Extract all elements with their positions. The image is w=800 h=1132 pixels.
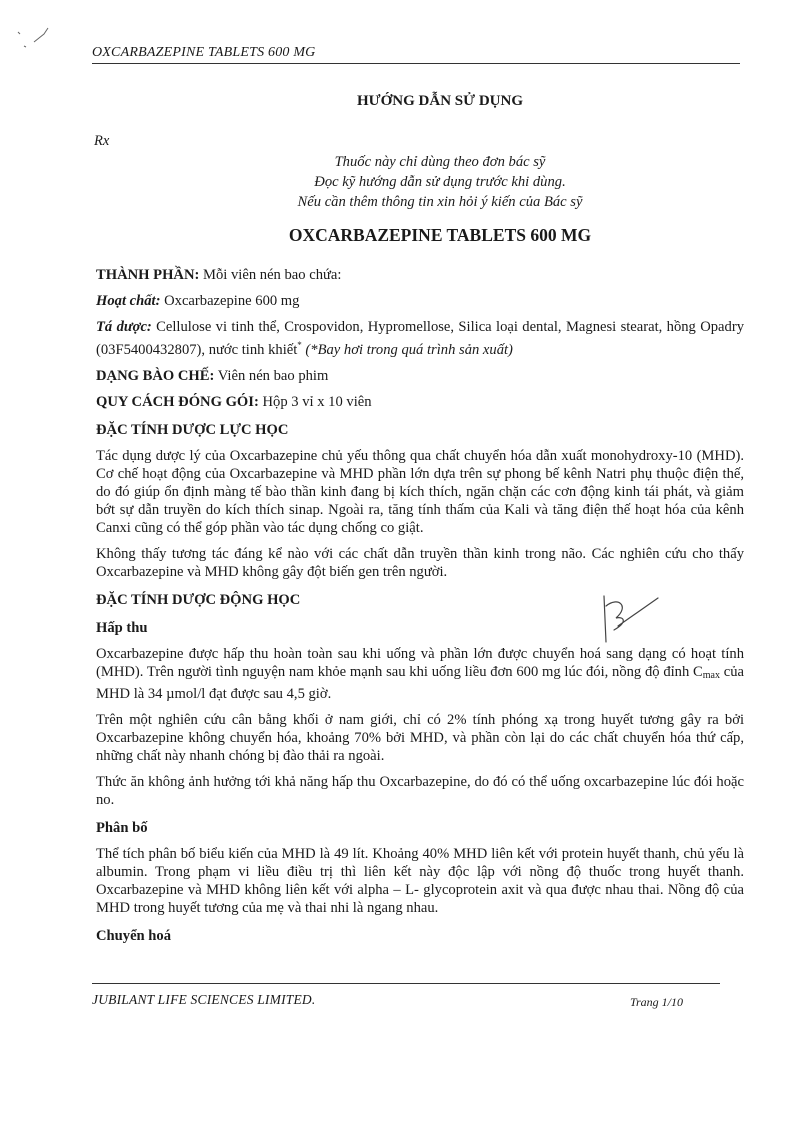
excipients-mark: * [297, 340, 302, 350]
composition-line [96, 266, 744, 284]
absorption-paragraph [96, 645, 744, 703]
prescription-notes [136, 152, 744, 212]
rx-note: Nếu cần thêm thông tin xin hỏi ý kiến của Bác sỹ [297, 194, 583, 210]
packaging-label: QUY CÁCH ĐÓNG GÓI: [96, 393, 259, 410]
excipients-note: (*Bay hơi trong quá trình sản xuất) [301, 341, 513, 358]
dosage-form-text: Viên nén bao phim [214, 367, 329, 384]
scan-mark-icon [14, 24, 54, 52]
document-body [96, 92, 744, 945]
packaging-line [96, 393, 744, 411]
metabolism-heading: Chuyển hoá [96, 927, 172, 944]
pharmacodynamics-paragraph: Tác dụng dược lý của Oxcarbazepine chủ yếu thông qua chất chuyển hóa dẫn xuất monohydroxy-10 (MHD). Cơ chế hoạt động của Oxcarbazepine và MHD phần lớn dựa trên sự phong bế kênh Natri phụ thuộc điện thế, do đó giúp ổn định màng tế bào thần kinh đang bị kích thích, ngăn chặn các cơn động kinh tái phát, và giảm bớt sự dẫn truyền do kích thích sinap. Ngoài ra, tăng tính thấm của Kali và tăng điện thế hoạt hóa của kênh Canxi cũng có thể góp phần vào tác dụng chống co giật. [96, 447, 744, 536]
active-ingredient-label: Hoạt chất: [96, 293, 161, 309]
rx-note: Đọc kỹ hướng dẫn sử dụng trước khi dùng. [314, 174, 566, 190]
rx-note: Thuốc này chỉ dùng theo đơn bác sỹ [334, 154, 546, 170]
distribution-paragraph: Thể tích phân bố biểu kiến của MHD là 49 lít. Khoảng 40% MHD liên kết với protein huyết thanh, chủ yếu là albumin. Trong phạm vi liều điều trị thì liên kết này độc lập với nồng độ thuốc trong huyết thanh. Oxcarbazepine và MHD không liên kết với alpha – L- glycoprotein axit và qua được nhau thai. Nồng độ của MHD trong huyết tương của mẹ và thai nhi là ngang nhau. [96, 845, 744, 916]
header-divider [92, 63, 740, 64]
document-heading: HƯỚNG DẪN SỬ DỤNG [357, 93, 523, 109]
pharmacokinetics-heading: ĐẶC TÍNH DƯỢC ĐỘNG HỌC [96, 591, 301, 608]
dosage-form-line [96, 367, 744, 385]
active-ingredient-line [96, 292, 744, 310]
product-title: OXCARBAZEPINE TABLETS 600 MG [288, 225, 592, 245]
absorption-text: Oxcarbazepine được hấp thu hoàn toàn sau khi uống và phần lớn được chuyển hoá sang dạng có hoạt tính (MHD). Trên người tình nguyện nam khỏe mạnh sau khi uống liều đơn 600 mg lúc đói, nồng độ đỉnh C [96, 645, 744, 680]
absorption-paragraph: Thức ăn không ảnh hưởng tới khả năng hấp thu Oxcarbazepine, do đó có thể uống oxcarbazepine lúc đói hoặc no. [96, 773, 744, 808]
packaging-text: Hộp 3 vỉ x 10 viên [258, 393, 372, 410]
composition-text: Mỗi viên nén bao chứa: [199, 267, 342, 283]
dosage-form-label: DẠNG BÀO CHẾ: [96, 367, 215, 384]
cmax-subscript: max [702, 669, 720, 681]
footer-company: JUBILANT LIFE SCIENCES LIMITED. [92, 992, 316, 1007]
distribution-heading: Phân bố [96, 819, 148, 836]
pharmacodynamics-paragraph: Không thấy tương tác đáng kể nào với các chất dẫn truyền thần kinh trong não. Các nghiên cứu cho thấy Oxcarbazepine và MHD không gây đột biến gen trên người. [96, 545, 744, 580]
absorption-text: của MHD là 34 µmol/l đạt được sau 4,5 giờ. [96, 663, 744, 702]
footer-divider [92, 983, 720, 984]
absorption-paragraph: Trên một nghiên cứu cân bằng khối ở nam giới, chỉ có 2% tính phóng xạ trong huyết tương gây ra bởi Oxcarbazepine không chuyển hóa, khoảng 70% bởi MHD, và phần còn lại do các chất chuyển hóa thứ cấp, những chất này nhanh chóng bị đào thải ra ngoài. [96, 711, 744, 764]
excipients-label: Tá dược: [96, 319, 152, 335]
excipients-text: Cellulose vi tinh thể, Crospovidon, Hypromellose, Silica loại dental, Magnesi stearat, hồng Opadry (03F5400432807), nước tinh khiết [96, 319, 744, 358]
signature-mark-icon [594, 592, 664, 648]
absorption-heading: Hấp thu [96, 619, 148, 636]
pharmacodynamics-heading: ĐẶC TÍNH DƯỢC LỰC HỌC [96, 421, 289, 438]
excipients-line [96, 318, 744, 359]
page-number: Trang 1/10 [630, 995, 684, 1009]
header-title: OXCARBAZEPINE TABLETS 600 MG [92, 45, 316, 60]
composition-label: THÀNH PHẦN: [96, 267, 200, 283]
rx-label: Rx [94, 133, 110, 149]
active-ingredient-text: Oxcarbazepine 600 mg [160, 293, 300, 309]
